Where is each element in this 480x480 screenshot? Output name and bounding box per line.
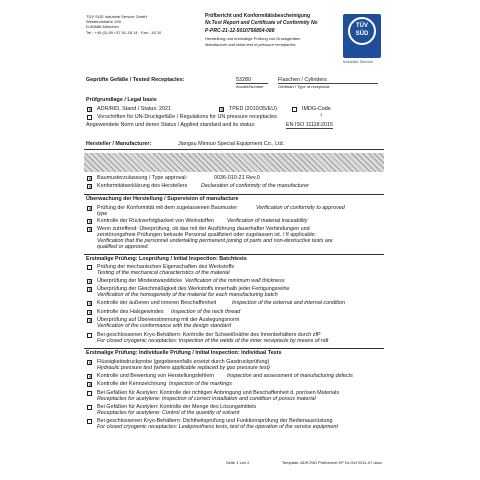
manufacturer-label: Hersteller / Manufacturer: bbox=[86, 141, 152, 147]
issuer-line-2: Westendstraße 199 bbox=[86, 19, 121, 24]
manufacturer-divider bbox=[84, 149, 384, 150]
individual-item-3-de: Kontrolle der Kennzeichnung bbox=[97, 381, 167, 387]
individual-checkbox-6 bbox=[87, 419, 92, 424]
manufacturer-value: Jiangsu Minnuo Special Equipment Co., Ltd. bbox=[178, 141, 285, 147]
type-caption: Gefäßart / Type of receptacle bbox=[278, 84, 330, 89]
supervision-heading: Überwachung der Herstellung / Supervision of manufacture bbox=[86, 196, 239, 202]
individual-checkbox-5 bbox=[87, 405, 92, 410]
batch-checkbox-4 bbox=[87, 301, 92, 306]
title-en: Nr.Test Report and Certificate of Conformity No bbox=[205, 20, 318, 26]
standard-value: EN ISO 11118:2015 bbox=[286, 122, 334, 128]
page-label: Seite bbox=[226, 460, 236, 465]
conformity-checkbox bbox=[87, 184, 92, 189]
logo-text-bottom: SÜD bbox=[355, 31, 369, 37]
title-de: Prüfbericht und Konformitätsbescheinigung bbox=[205, 13, 311, 19]
tped-checkbox bbox=[219, 107, 224, 112]
un-label: Vorschriften für UN-Druckgefäße / Regulations for UN pressure receptacles bbox=[97, 114, 277, 120]
tped-label: TPED (2010/35/EU) bbox=[229, 106, 277, 112]
receptacles-label: Geprüfte Gefäße / Tested Receptacles: bbox=[86, 77, 185, 83]
type-approval-label: Baumusterzulassung / Type approval: bbox=[97, 175, 188, 181]
un-footnote: 1 bbox=[320, 112, 323, 117]
supervision-item-3-en2: qualified or approved. bbox=[97, 244, 149, 250]
batch-item-7-en: For closed cryogenic receptacles: Inspection of the welds of the inner receptacle by means of ndt bbox=[97, 338, 329, 344]
adr-label: ADR/RID, Stand / Status: 2021 bbox=[97, 106, 172, 112]
batch-checkbox-7 bbox=[87, 333, 92, 338]
batch-item-1-en: Testing of the mechanical characteristics of the material bbox=[97, 270, 230, 276]
batch-item-3-de: Überprüfung der Gleichmäßigkeit des Werkstoffs innerhalb jeder Fertigungsreihe bbox=[97, 286, 290, 292]
batch-checkbox-2 bbox=[87, 279, 92, 284]
individual-checkbox-4 bbox=[87, 391, 92, 396]
batch-item-3-en: Verification of the homogeneity of the material for each manufacturing batch bbox=[97, 292, 278, 298]
report-number: P-PRC-21-12-5010756854-088 bbox=[205, 28, 275, 34]
individual-item-1-en: Hydraulic pressure test (where applicable replaced by gas pressure test) bbox=[97, 365, 270, 371]
imdg-checkbox bbox=[292, 107, 297, 112]
supervision-checkbox-3 bbox=[87, 227, 92, 232]
tuv-sud-logo bbox=[343, 14, 381, 58]
supervision-item-3-en: Verification that the personnel undertaking permanent joining of parts and non-destructive tests are bbox=[97, 238, 333, 244]
supervision-checkbox-1 bbox=[87, 206, 92, 211]
supervision-item-1-en2: type bbox=[97, 211, 108, 217]
batch-item-6-en: Verification of the conformance with the design standard bbox=[97, 323, 232, 329]
individual-item-5-de: Bei Gefäßen für Acetylen: Kontrolle der Menge des Lösungsmittels bbox=[97, 404, 257, 410]
supervision-item-1-de: Prüfung der Konformität mit dem zugelassenen Baumuster bbox=[97, 205, 238, 211]
batch-heading: Erstmalige Prüfung: Losprüfung / Initial Inspection: Batchtests bbox=[86, 256, 247, 262]
batch-checkbox-1 bbox=[87, 265, 92, 270]
supervision-item-3-de2: zerstörungsfreie Prüfungen betraute Personal qualifiziert oder zugelassen ist. / If applicable: bbox=[97, 232, 317, 238]
supervision-item-2-de: Kontrolle der Rückverfolgbarkeit von Werkstoffen bbox=[97, 218, 214, 224]
type-approval-checkbox bbox=[87, 176, 92, 181]
batch-checkbox-5 bbox=[87, 310, 92, 315]
individual-item-4-de: Bei Gefäßen für Acetylen: Kontrolle der richtigen Anbringung und Beschaffenheit d. porösen Materials bbox=[97, 390, 340, 396]
batch-item-2-de: Überprüfung der Mindestwanddicke bbox=[97, 278, 183, 284]
adr-checkbox bbox=[87, 107, 92, 112]
batch-checkbox-3 bbox=[87, 287, 92, 292]
issuer-line-1: TÜV SÜD Industrie Service GmbH bbox=[86, 14, 148, 19]
page-number: 1 bbox=[236, 460, 239, 465]
supervision-item-1-en: Verification of conformity to approved bbox=[256, 205, 345, 211]
individual-checkbox-3 bbox=[87, 382, 92, 387]
individual-item-4-en: Receptacles for acetylene: Inspection of correct installation and condition of porous material bbox=[97, 396, 316, 402]
individual-item-1-de: Flüssigkeitsdruckprobe (gegebenenfalls ersetzt durch Gasdruckprüfung) bbox=[97, 359, 270, 365]
supervision-item-2-en: Verification of material traceability bbox=[227, 218, 308, 224]
logo-caption: Industrie Service bbox=[343, 59, 373, 64]
type-approval-value: 0036-010-21 Rev.0 bbox=[214, 175, 260, 181]
individual-divider bbox=[84, 348, 384, 349]
receptacles-type: Flaschen / Cylinders bbox=[278, 77, 378, 84]
logo-text-top: TÜV bbox=[356, 23, 368, 29]
imdg-label: IMDG-Code bbox=[302, 106, 331, 112]
individual-item-6-de: Bei geschlossenen Kryo-Behältern: Dichtheitsprüfung und Funktionsprüfung der Bedienausrüstung bbox=[97, 418, 333, 424]
individual-item-2-en: Inspection and assessment of manufacturing defects bbox=[227, 373, 353, 379]
batch-item-2-en: Verification of the minimum wall thickness bbox=[185, 278, 285, 284]
quantity-caption: Anzahl/Number bbox=[236, 84, 264, 89]
individual-item-3-en: Inspection of the markings bbox=[169, 381, 232, 387]
batch-item-1-de: Prüfung der mechanischen Eigenschaften des Werkstoffs bbox=[97, 264, 235, 270]
supervision-item-3-de: Wenn zutreffend: Überprüfung, ob das mit der Ausführung dauerhafter Verbindungen und bbox=[97, 226, 310, 232]
individual-checkbox-1 bbox=[87, 360, 92, 365]
template-reference: Template: ADR-RID Prüfbericht EP Dr-Gef 2011-07.docx bbox=[282, 460, 382, 465]
basis-heading: Prüfgrundlage / Legal basis bbox=[86, 97, 157, 103]
standard-label: Angewendete Norm und deren Status / Applied standard and its status: bbox=[86, 122, 256, 128]
supervision-checkbox-2 bbox=[87, 219, 92, 224]
conformity-label-en: Declaration of conformity of the manufacturer bbox=[201, 183, 309, 189]
conformity-label-de: Konformitätserklärung des Herstellers bbox=[97, 183, 188, 189]
individual-heading: Erstmalige Prüfung: Individuelle Prüfung / Initial Inspection: Individual Tests bbox=[86, 350, 282, 356]
individual-item-5-en: Receptacles for acetylene: Control of the quantity of solvent bbox=[97, 410, 240, 416]
batch-item-7-de: Bei geschlossenen Kryo-Behältern: Kontrolle der Schweißnähte des Innenbehälters durch zfP bbox=[97, 332, 321, 338]
un-checkbox bbox=[87, 115, 92, 120]
redacted-area bbox=[84, 153, 384, 172]
supervision-divider bbox=[84, 194, 384, 195]
individual-item-6-en: For closed cryogenic receptacles: Leakproofness tests, test of the operation of the service equipment bbox=[97, 424, 338, 430]
page-total: 2 bbox=[247, 460, 250, 465]
batch-item-4-de: Kontrolle der äußeren und inneren Beschaffenheit bbox=[97, 300, 217, 306]
issuer-line-4: Tel.: +49 (0) 89 / 57 91-18 14 · Fax: -18 10 bbox=[86, 30, 162, 35]
batch-item-4-en: Inspection of the external and internal condition bbox=[232, 300, 345, 306]
batch-checkbox-6 bbox=[87, 318, 92, 323]
individual-item-2-de: Kontrolle und Bewertung von Herstellungsfehlern bbox=[97, 373, 215, 379]
issuer-line-3: D-80686 München bbox=[86, 24, 119, 29]
batch-item-5-en: Inspection of the neck thread bbox=[171, 309, 241, 315]
receptacles-quantity: 53280 bbox=[236, 77, 268, 84]
description-en: Manufacture and initial test of pressure receptacles bbox=[205, 42, 296, 47]
batch-item-5-de: Kontrolle des Halsgewindes bbox=[97, 309, 164, 315]
batch-item-6-de: Überprüfung auf Übereinstimmung mit der Auslegungsnorm bbox=[97, 317, 240, 323]
description-de: Herstellung und erstmalige Prüfung von Druckgeräten bbox=[205, 36, 301, 41]
individual-checkbox-2 bbox=[87, 374, 92, 379]
page-indicator bbox=[226, 461, 249, 466]
batch-divider bbox=[84, 254, 384, 255]
page-of-label: von bbox=[239, 460, 247, 465]
